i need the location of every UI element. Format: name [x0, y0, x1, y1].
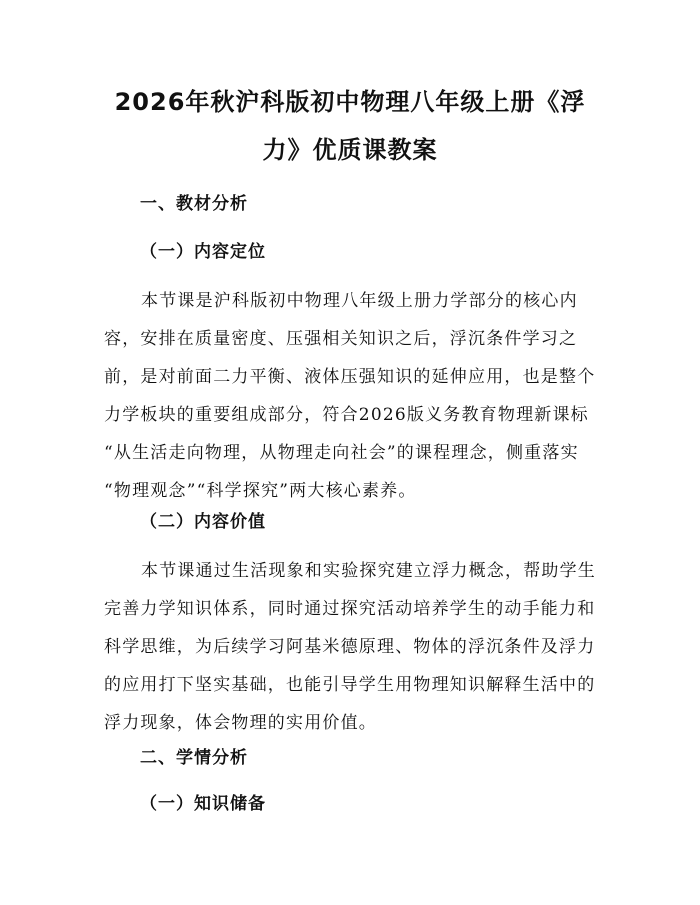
paragraph-line: 前，是对前面二力平衡、液体压强知识的延伸应用，也是整个: [104, 367, 596, 387]
subsection-heading-content-positioning: （一）内容定位: [140, 242, 266, 262]
subsection-heading-knowledge-base: （一）知识储备: [140, 794, 266, 814]
paragraph-line: “物理观念”“科学探究”两大核心素养。: [104, 481, 417, 501]
paragraph-line: 的应用打下坚实基础，也能引导学生用物理知识解释生活中的: [104, 675, 596, 695]
section-heading-textbook-analysis: 一、教材分析: [140, 194, 248, 214]
paragraph-content-positioning: [104, 282, 604, 510]
paragraph-content-value: [104, 552, 604, 742]
section-heading-learner-analysis: 二、学情分析: [140, 748, 248, 768]
paragraph-line: 力学板块的重要组成部分，符合2026版义务教育物理新课标: [104, 405, 589, 425]
paragraph-line: 本节课是沪科版初中物理八年级上册力学部分的核心内: [141, 291, 578, 311]
paragraph-line: 科学思维，为后续学习阿基米德原理、物体的浮沉条件及浮力: [104, 637, 596, 657]
paragraph-line: 完善力学知识体系，同时通过探究活动培养学生的动手能力和: [104, 599, 596, 619]
paragraph-line: 本节课通过生活现象和实验探究建立浮力概念，帮助学生: [141, 561, 596, 581]
paragraph-line: “从生活走向物理，从物理走向社会”的课程理念，侧重落实: [104, 443, 579, 463]
document-title-line-1: 2026年秋沪科版初中物理八年级上册《浮: [114, 88, 586, 116]
subsection-heading-content-value: （二）内容价值: [140, 512, 266, 532]
document-title-line-2: 力》优质课教案: [262, 136, 438, 164]
paragraph-line: 容，安排在质量密度、压强相关知识之后，浮沉条件学习之: [104, 329, 578, 349]
paragraph-line: 浮力现象，体会物理的实用价值。: [104, 713, 377, 733]
